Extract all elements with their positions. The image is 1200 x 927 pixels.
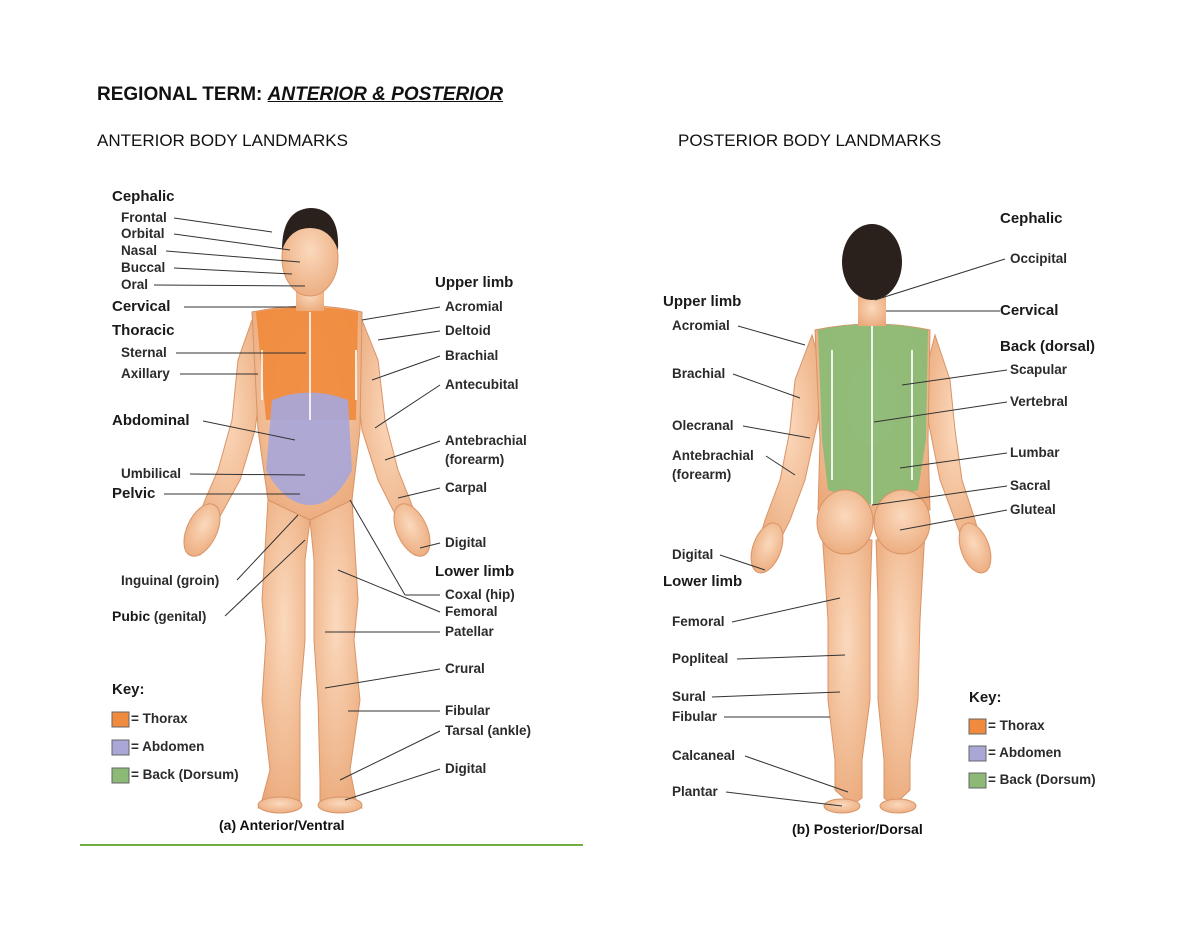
anterior-label-sternal: Sternal xyxy=(121,345,167,360)
anterior-key-thorax: = Thorax xyxy=(131,711,188,726)
anterior-key-abdomen: = Abdomen xyxy=(131,739,205,754)
anterior-label-brachial: Brachial xyxy=(445,348,499,363)
posterior-label-upper-limb: Upper limb xyxy=(663,293,742,310)
posterior-label-brachial: Brachial xyxy=(672,366,726,381)
anterior-heading: ANTERIOR BODY LANDMARKS xyxy=(97,131,348,150)
posterior-label-antebrachial: Antebrachial xyxy=(672,448,754,463)
anterior-label-acromial: Acromial xyxy=(445,299,503,314)
anterior-body xyxy=(177,208,438,813)
posterior-key-back: = Back (Dorsum) xyxy=(988,772,1096,787)
posterior-caption xyxy=(792,821,923,837)
posterior-heading: POSTERIOR BODY LANDMARKS xyxy=(678,131,942,150)
anterior-label-antebrachial: Antebrachial xyxy=(445,433,527,448)
posterior-label-forearm: (forearm) xyxy=(672,467,732,482)
anterior-label-upper-limb: Upper limb xyxy=(435,274,514,291)
anterior-label-frontal: Frontal xyxy=(121,210,167,225)
posterior-label-sural: Sural xyxy=(672,689,706,704)
pubic-note: (genital) xyxy=(150,609,207,624)
posterior-label-cervical: Cervical xyxy=(1000,302,1059,319)
posterior-label-fibular: Fibular xyxy=(672,709,718,724)
anterior-label-cervical: Cervical xyxy=(112,298,171,315)
anterior-label-axillary: Axillary xyxy=(121,366,170,381)
anterior-label-umbilical: Umbilical xyxy=(121,466,182,481)
posterior-label-calcaneal: Calcaneal xyxy=(672,748,736,763)
posterior-key-abdomen: = Abdomen xyxy=(988,745,1062,760)
anterior-label-oral: Oral xyxy=(121,277,149,292)
posterior-key-title: Key: xyxy=(969,689,1002,706)
anterior-label-orbital: Orbital xyxy=(121,226,165,241)
posterior-key-abdomen-swatch xyxy=(969,746,986,761)
anterior-label-crural: Crural xyxy=(445,661,485,676)
posterior-key-back-swatch xyxy=(969,773,986,788)
section-divider xyxy=(80,844,583,846)
anterior-label-carpal: Carpal xyxy=(445,480,488,495)
posterior-label-scapular: Scapular xyxy=(1010,362,1068,377)
anterior-label-abdominal: Abdominal xyxy=(112,412,190,429)
anterior-label-femoral: Femoral xyxy=(445,604,498,619)
anterior-label-nasal: Nasal xyxy=(121,243,158,258)
posterior-key-thorax: = Thorax xyxy=(988,718,1045,733)
anterior-label-fibular: Fibular xyxy=(445,703,491,718)
anterior-label-antecubital: Antecubital xyxy=(445,377,519,392)
anterior-label-digital: Digital xyxy=(445,535,487,550)
posterior-label-gluteal: Gluteal xyxy=(1010,502,1056,517)
anterior-caption-letter: (a) xyxy=(219,817,237,833)
posterior-label-back: Back (dorsal) xyxy=(1000,338,1096,355)
posterior-label-cephalic: Cephalic xyxy=(1000,210,1063,227)
anterior-key-title: Key: xyxy=(112,681,145,698)
anterior-caption-text: Anterior/Ventral xyxy=(236,817,345,833)
anterior-label-digital-foot: Digital xyxy=(445,761,487,776)
anterior-key-abdomen-swatch xyxy=(112,740,129,755)
anterior-label-forearm: (forearm) xyxy=(445,452,505,467)
anterior-key-back: = Back (Dorsum) xyxy=(131,767,239,782)
anterior-key-back-swatch xyxy=(112,768,129,783)
posterior-label-femoral: Femoral xyxy=(672,614,725,629)
pubic-term: Pubic xyxy=(112,608,151,624)
posterior-label-lumbar: Lumbar xyxy=(1010,445,1060,460)
posterior-label-acromial: Acromial xyxy=(672,318,730,333)
posterior-label-digital: Digital xyxy=(672,547,714,562)
posterior-label-sacral: Sacral xyxy=(1010,478,1051,493)
anterior-label-patellar: Patellar xyxy=(445,624,494,639)
posterior-caption-letter: (b) xyxy=(792,821,810,837)
anterior-label-tarsal: Tarsal (ankle) xyxy=(445,723,532,738)
posterior-label-plantar: Plantar xyxy=(672,784,718,799)
posterior-label-vertebral: Vertebral xyxy=(1010,394,1068,409)
anterior-label-thoracic: Thoracic xyxy=(112,322,175,339)
anterior-label-pelvic: Pelvic xyxy=(112,485,156,502)
posterior-caption-text: Posterior/Dorsal xyxy=(809,821,923,837)
anterior-label-cephalic: Cephalic xyxy=(112,188,175,205)
posterior-label-occipital: Occipital xyxy=(1010,251,1068,266)
anterior-label-inguinal: Inguinal (groin) xyxy=(121,573,220,588)
anterior-key-thorax-swatch xyxy=(112,712,129,727)
anterior-label-lower-limb: Lower limb xyxy=(435,563,515,580)
posterior-label-popliteal: Popliteal xyxy=(672,651,729,666)
posterior-label-olecranal: Olecranal xyxy=(672,418,734,433)
anterior-label-buccal: Buccal xyxy=(121,260,166,275)
posterior-label-lower-limb: Lower limb xyxy=(663,573,743,590)
anterior-label-deltoid: Deltoid xyxy=(445,323,491,338)
anterior-label-pubic xyxy=(112,608,206,625)
anterior-label-coxal: Coxal (hip) xyxy=(445,587,515,602)
posterior-key-thorax-swatch xyxy=(969,719,986,734)
title-emphasis: ANTERIOR & POSTERIOR xyxy=(267,84,504,105)
title-prefix: REGIONAL TERM: xyxy=(97,84,268,105)
anterior-caption xyxy=(219,817,345,833)
